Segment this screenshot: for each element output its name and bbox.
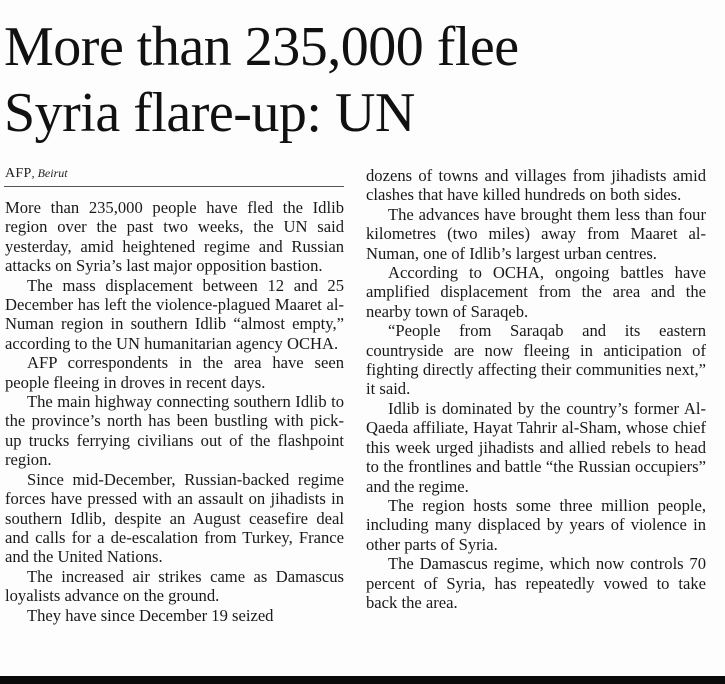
byline-separator: , — [31, 166, 35, 180]
paragraph: Idlib is dominated by the country’s former Al-Qaeda affiliate, Hayat Tahrir al-Sham, whose chief this week urged jihadists and allied rebels to head to the frontlines and battle “the Russian occupiers” and the regime. — [366, 398, 706, 496]
paragraph: The mass displacement between 12 and 25 December has left the violence-plagued Maaret al-Numan region in southern Idlib “almost empty,” according to the UN humanitarian agency OCHA. — [5, 275, 344, 353]
headline — [4, 14, 722, 146]
paragraph: The increased air strikes came as Damascus loyalists advance on the ground. — [5, 566, 344, 606]
paragraph: The main highway connecting southern Idlib to the province’s north has been bustling with pick-up trucks ferrying civilians out of the flashpoint region. — [5, 392, 344, 470]
paragraph: dozens of towns and villages from jihadists amid clashes that have killed hundreds on both sides. — [366, 166, 706, 205]
headline-line-1: More than 235,000 flee — [4, 16, 519, 78]
paragraph: The Damascus regime, which now controls 70 percent of Syria, has repeatedly vowed to take back the area. — [366, 554, 706, 612]
byline — [5, 166, 68, 182]
article-column-left — [5, 198, 344, 625]
article-column-right — [366, 166, 706, 612]
paragraph: Since mid-December, Russian-backed regime forces have pressed with an assault on jihadists in southern Idlib, despite an August ceasefire deal and calls for a de-escalation from Turkey, France and the United Nations. — [5, 469, 344, 567]
byline-divider — [4, 186, 344, 187]
paragraph: They have since December 19 seized — [27, 605, 274, 625]
byline-agency: AFP — [5, 166, 32, 181]
paragraph: The region hosts some three million people, including many displaced by years of violence in other parts of Syria. — [366, 495, 706, 554]
paragraph: AFP correspondents in the area have seen people fleeing in droves in recent days. — [5, 353, 344, 392]
scan-bottom-edge — [0, 676, 725, 684]
paragraph: “People from Saraqab and its eastern countryside are now fleeing in anticipation of fighting directly affecting their communities next,” it said. — [366, 321, 706, 399]
paragraph: According to OCHA, ongoing battles have amplified displacement from the area and the nearby town of Saraqeb. — [366, 263, 706, 321]
headline-line-2: Syria flare-up: UN — [4, 82, 415, 144]
byline-place: Beirut — [37, 166, 68, 180]
paragraph: The advances have brought them less than four kilometres (two miles) away from Maaret al-Numan, one of Idlib’s largest urban centres. — [366, 204, 706, 263]
paragraph: More than 235,000 people have fled the Idlib region over the past two weeks, the UN said yesterday, amid heightened regime and Russian attacks on Syria’s last major opposition bastion. — [5, 198, 344, 276]
